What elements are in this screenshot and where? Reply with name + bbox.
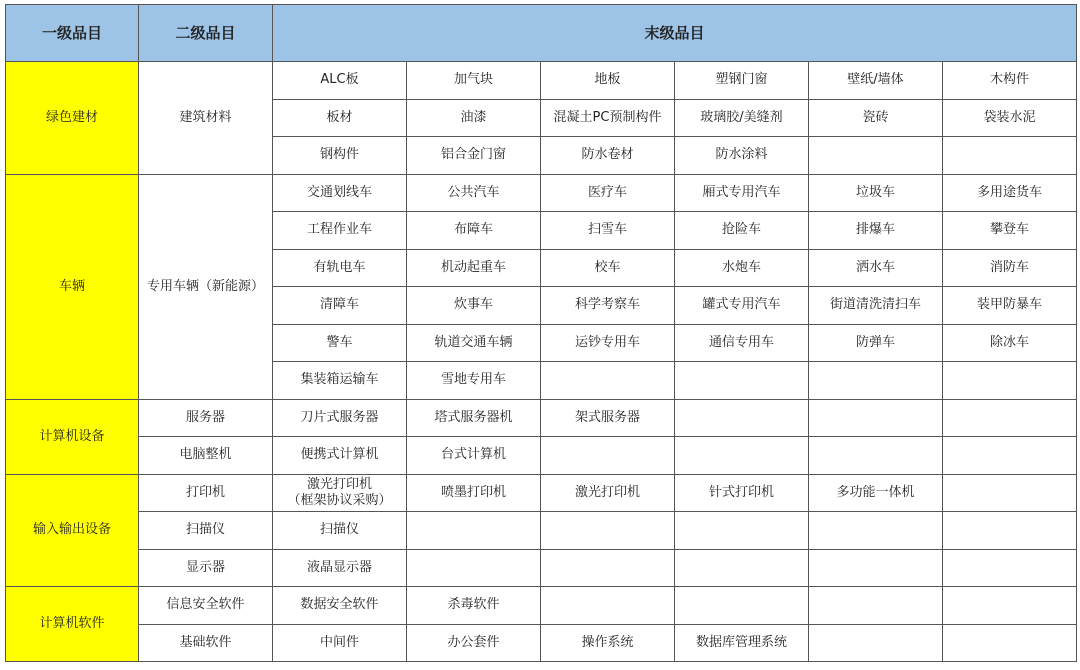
leaf-item <box>675 137 809 175</box>
leaf-item <box>675 324 809 362</box>
level2-category: 电脑整机 <box>139 437 273 475</box>
leaf-item-label: 塔式服务器机 <box>434 409 513 425</box>
leaf-item <box>809 287 943 325</box>
leaf-item <box>407 624 541 662</box>
leaf-item <box>273 549 407 587</box>
level2-category: 显示器 <box>139 549 273 587</box>
leaf-item <box>407 137 541 175</box>
leaf-item-label: 厢式专用汽车 <box>702 184 781 200</box>
leaf-item <box>407 324 541 362</box>
leaf-item-label: 办公套件 <box>447 634 500 650</box>
leaf-item <box>541 437 675 475</box>
leaf-item <box>407 212 541 250</box>
table-row <box>6 624 1077 662</box>
leaf-item <box>407 587 541 625</box>
leaf-item <box>943 324 1077 362</box>
level2-category: 信息安全软件 <box>139 587 273 625</box>
leaf-item <box>541 474 675 512</box>
leaf-item <box>943 287 1077 325</box>
leaf-item <box>273 249 407 287</box>
leaf-item-label: 油漆 <box>460 109 487 125</box>
leaf-item <box>273 512 407 550</box>
leaf-item <box>809 362 943 400</box>
leaf-item-label: 水炮车 <box>721 259 761 275</box>
header-level2: 二级品目 <box>139 5 273 62</box>
leaf-item <box>273 437 407 475</box>
leaf-item <box>943 437 1077 475</box>
leaf-item <box>675 587 809 625</box>
leaf-item-label: 数据库管理系统 <box>695 634 787 650</box>
leaf-item <box>675 399 809 437</box>
leaf-item-label: 塑钢门窗 <box>715 72 768 88</box>
level2-category: 服务器 <box>139 399 273 437</box>
level2-category: 建筑材料 <box>139 62 273 175</box>
leaf-item <box>407 512 541 550</box>
leaf-item <box>407 249 541 287</box>
leaf-item-label: 操作系统 <box>581 634 634 650</box>
leaf-item-label: 瓷砖 <box>862 109 889 125</box>
leaf-item <box>541 99 675 137</box>
table-row <box>6 587 1077 625</box>
header-leaf: 末级品目 <box>273 5 1077 62</box>
leaf-item <box>407 399 541 437</box>
leaf-item-label: 雪地专用车 <box>440 372 506 388</box>
leaf-item <box>943 249 1077 287</box>
leaf-item-label: 交通划线车 <box>306 184 372 200</box>
level2-category: 扫描仪 <box>139 512 273 550</box>
leaf-item-label: 袋装水泥 <box>983 109 1036 125</box>
leaf-item-label: 液晶显示器 <box>306 559 372 575</box>
leaf-item <box>675 437 809 475</box>
leaf-item <box>943 62 1077 100</box>
leaf-item <box>407 287 541 325</box>
leaf-item-label: 炊事车 <box>453 297 493 313</box>
leaf-item <box>809 99 943 137</box>
leaf-item-label: 轨道交通车辆 <box>434 334 513 350</box>
leaf-item-label: 便携式计算机 <box>300 447 379 463</box>
leaf-item-label: 壁纸/墙体 <box>847 72 904 88</box>
leaf-item <box>943 174 1077 212</box>
leaf-item <box>675 212 809 250</box>
leaf-item-label: 杀毒软件 <box>447 597 500 613</box>
table-row <box>6 399 1077 437</box>
leaf-item-label: 铝合金门窗 <box>440 147 506 163</box>
leaf-item <box>541 212 675 250</box>
leaf-item-label: 运钞专用车 <box>574 334 640 350</box>
leaf-item-label: 激光打印机 <box>574 484 640 500</box>
leaf-item <box>541 174 675 212</box>
leaf-item <box>809 587 943 625</box>
leaf-item <box>407 62 541 100</box>
leaf-item-label: 布障车 <box>453 222 493 238</box>
leaf-item-label: 除冰车 <box>990 334 1030 350</box>
leaf-item <box>541 399 675 437</box>
leaf-item-label: 地板 <box>594 72 621 88</box>
leaf-item <box>675 99 809 137</box>
leaf-item <box>809 137 943 175</box>
leaf-item <box>809 399 943 437</box>
leaf-item-label: 机动起重车 <box>440 259 506 275</box>
leaf-item-label: 针式打印机 <box>708 484 774 500</box>
leaf-item <box>809 512 943 550</box>
level2-category: 专用车辆（新能源） <box>139 174 273 399</box>
leaf-item-label: 混凝土PC预制构件 <box>553 109 662 125</box>
level1-category: 绿色建材 <box>6 62 139 175</box>
leaf-item <box>675 549 809 587</box>
leaf-item <box>541 512 675 550</box>
leaf-item-label: 扫雪车 <box>587 222 627 238</box>
leaf-item <box>273 212 407 250</box>
leaf-item <box>943 399 1077 437</box>
catalog-body <box>6 62 1077 662</box>
leaf-item <box>407 437 541 475</box>
table-row <box>6 174 1077 212</box>
leaf-item <box>273 137 407 175</box>
leaf-item <box>809 324 943 362</box>
leaf-item <box>675 174 809 212</box>
leaf-item-label: 工程作业车 <box>306 222 372 238</box>
leaf-item <box>541 249 675 287</box>
table-row <box>6 512 1077 550</box>
leaf-item-label: 防水涂料 <box>715 147 768 163</box>
level1-category: 计算机设备 <box>6 399 139 474</box>
leaf-item-label: 公共汽车 <box>447 184 500 200</box>
leaf-item <box>943 624 1077 662</box>
level2-category: 基础软件 <box>139 624 273 662</box>
leaf-item <box>541 549 675 587</box>
leaf-item <box>273 62 407 100</box>
leaf-item <box>273 174 407 212</box>
leaf-item-label: 刀片式服务器 <box>300 409 379 425</box>
leaf-item-label: 多用途货车 <box>977 184 1043 200</box>
leaf-item-label: 玻璃胶/美缝剂 <box>700 109 783 125</box>
leaf-item-label: 钢构件 <box>319 147 359 163</box>
leaf-item-label: 科学考察车 <box>574 297 640 313</box>
leaf-item-label: 垃圾车 <box>855 184 895 200</box>
leaf-item <box>407 474 541 512</box>
leaf-item <box>541 624 675 662</box>
leaf-item <box>943 512 1077 550</box>
leaf-item-label: 木构件 <box>990 72 1030 88</box>
table-row <box>6 62 1077 100</box>
leaf-item-label: 有轨电车 <box>313 259 366 275</box>
leaf-item <box>943 137 1077 175</box>
leaf-item <box>541 324 675 362</box>
leaf-item <box>943 474 1077 512</box>
leaf-item <box>809 437 943 475</box>
leaf-item <box>809 549 943 587</box>
level2-category: 打印机 <box>139 474 273 512</box>
leaf-item <box>541 137 675 175</box>
table-row <box>6 437 1077 475</box>
leaf-item <box>273 474 407 512</box>
leaf-item <box>675 287 809 325</box>
leaf-item <box>273 324 407 362</box>
leaf-item <box>407 174 541 212</box>
leaf-item-label: 喷墨打印机 <box>440 484 506 500</box>
leaf-item-label: 医疗车 <box>587 184 627 200</box>
leaf-item <box>675 362 809 400</box>
leaf-item <box>273 587 407 625</box>
leaf-item-label: 通信专用车 <box>708 334 774 350</box>
leaf-item-label: 警车 <box>326 334 353 350</box>
leaf-item <box>407 549 541 587</box>
leaf-item <box>675 474 809 512</box>
catalog-table <box>5 4 1077 662</box>
leaf-item <box>541 62 675 100</box>
leaf-item <box>943 99 1077 137</box>
leaf-item-label: 抢险车 <box>721 222 761 238</box>
leaf-item-label: 洒水车 <box>855 259 895 275</box>
leaf-item <box>675 512 809 550</box>
level1-category: 车辆 <box>6 174 139 399</box>
leaf-item-label: 架式服务器 <box>574 409 640 425</box>
level1-category: 计算机软件 <box>6 587 139 662</box>
leaf-item <box>943 549 1077 587</box>
leaf-item <box>809 474 943 512</box>
leaf-item <box>675 624 809 662</box>
leaf-item <box>273 399 407 437</box>
leaf-item-label: 板材 <box>326 109 353 125</box>
leaf-item <box>809 212 943 250</box>
leaf-item-label: 扫描仪 <box>319 522 359 538</box>
leaf-item <box>943 212 1077 250</box>
leaf-item-label: 激光打印机 （框架协议采购） <box>287 476 392 508</box>
leaf-item <box>943 587 1077 625</box>
leaf-item-label: 中间件 <box>319 634 359 650</box>
leaf-item-label: 消防车 <box>990 259 1030 275</box>
leaf-item-label: 加气块 <box>453 72 493 88</box>
leaf-item-label: 校车 <box>594 259 621 275</box>
leaf-item <box>809 249 943 287</box>
leaf-item-label: 防水卷材 <box>581 147 634 163</box>
leaf-item <box>407 362 541 400</box>
leaf-item <box>273 362 407 400</box>
leaf-item <box>273 287 407 325</box>
leaf-item-label: 攀登车 <box>990 222 1030 238</box>
header-level1: 一级品目 <box>6 5 139 62</box>
leaf-item <box>541 362 675 400</box>
leaf-item <box>675 62 809 100</box>
leaf-item-label: 排爆车 <box>855 222 895 238</box>
level1-category: 输入输出设备 <box>6 474 139 587</box>
table-row <box>6 474 1077 512</box>
leaf-item <box>407 99 541 137</box>
leaf-item <box>809 174 943 212</box>
leaf-item-label: 街道清洗清扫车 <box>829 297 921 313</box>
leaf-item <box>273 99 407 137</box>
leaf-item-label: 防弹车 <box>855 334 895 350</box>
leaf-item-label: 数据安全软件 <box>300 597 379 613</box>
leaf-item-label: ALC板 <box>320 72 359 88</box>
leaf-item <box>541 587 675 625</box>
leaf-item <box>809 62 943 100</box>
leaf-item-label: 罐式专用汽车 <box>702 297 781 313</box>
leaf-item <box>273 624 407 662</box>
header-row <box>6 5 1077 62</box>
leaf-item <box>675 249 809 287</box>
leaf-item-label: 台式计算机 <box>440 447 506 463</box>
leaf-item-label: 装甲防暴车 <box>977 297 1043 313</box>
leaf-item <box>809 624 943 662</box>
leaf-item <box>943 362 1077 400</box>
leaf-item-label: 集装箱运输车 <box>300 372 379 388</box>
leaf-item-label: 多功能一体机 <box>836 484 915 500</box>
table-row <box>6 549 1077 587</box>
leaf-item-label: 清障车 <box>319 297 359 313</box>
leaf-item <box>541 287 675 325</box>
